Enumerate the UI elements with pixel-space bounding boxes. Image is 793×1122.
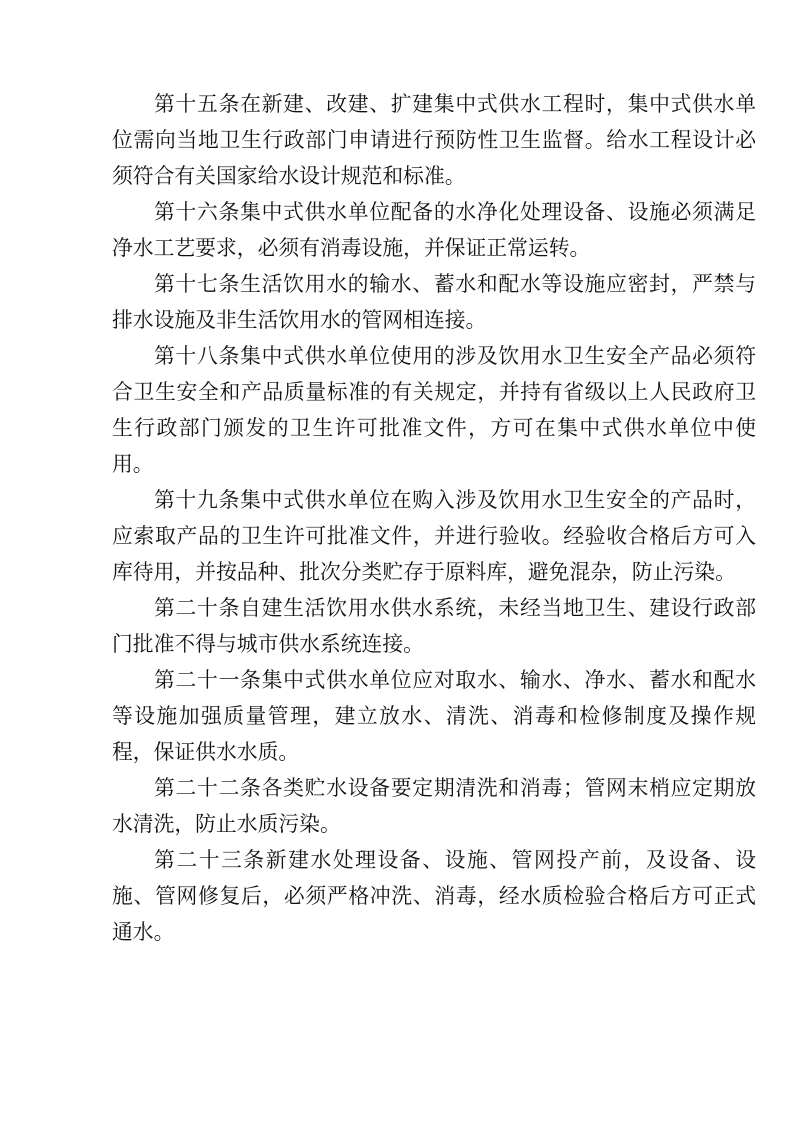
article-23: 第二十三条新建水处理设备、设施、管网投产前，及设备、设施、管网修复后，必须严格冲洗、消毒，经水质检验合格后方可正式通水。 (112, 848, 756, 944)
article-22: 第二十二条各类贮水设备要定期清洗和消毒；管网末梢应定期放水清洗，防止水质污染。 (112, 776, 756, 836)
article-17: 第十七条生活饮用水的输水、蓄水和配水等设施应密封，严禁与排水设施及非生活饮用水的管网相连接。 (112, 272, 756, 332)
article-16: 第十六条集中式供水单位配备的水净化处理设备、设施必须满足净水工艺要求，必须有消毒设施，并保证正常运转。 (112, 200, 756, 260)
article-15: 第十五条在新建、改建、扩建集中式供水工程时，集中式供水单位需向当地卫生行政部门申请进行预防性卫生监督。给水工程设计必须符合有关国家给水设计规范和标准。 (112, 92, 756, 188)
article-19: 第十九条集中式供水单位在购入涉及饮用水卫生安全的产品时，应索取产品的卫生许可批准文件，并进行验收。经验收合格后方可入库待用，并按品种、批次分类贮存于原料库，避免混杂，防止污染。 (112, 488, 756, 584)
article-21: 第二十一条集中式供水单位应对取水、输水、净水、蓄水和配水等设施加强质量管理，建立放水、清洗、消毒和检修制度及操作规程，保证供水水质。 (112, 668, 756, 764)
article-20: 第二十条自建生活饮用水供水系统，未经当地卫生、建设行政部门批准不得与城市供水系统连接。 (112, 596, 756, 656)
document-body (112, 86, 756, 950)
article-18: 第十八条集中式供水单位使用的涉及饮用水卫生安全产品必须符合卫生安全和产品质量标准的有关规定，并持有省级以上人民政府卫生行政部门颁发的卫生许可批准文件，方可在集中式供水单位中使用。 (112, 344, 756, 476)
